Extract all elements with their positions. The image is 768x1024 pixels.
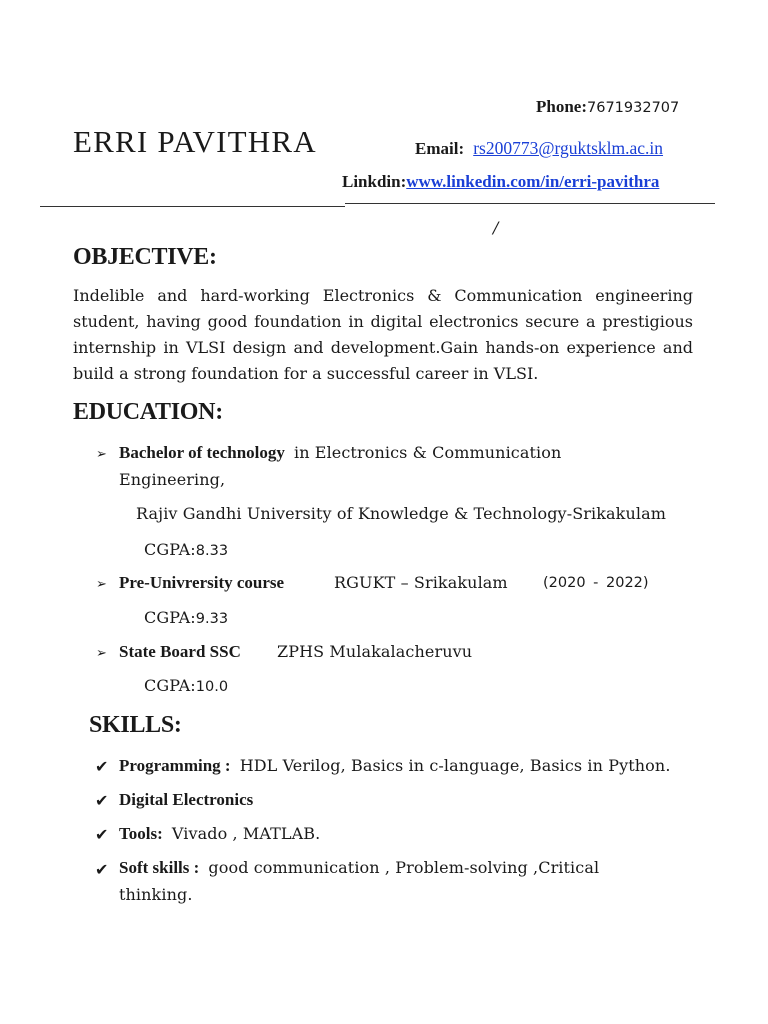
linkedin-link[interactable]: www.linkedin.com/in/erri-pavithra <box>406 172 660 191</box>
objective-line: build a strong foundation for a successful career in VLSI. <box>73 364 539 383</box>
education-item-btech <box>119 443 561 463</box>
header-divider-right <box>345 203 715 204</box>
arrow-bullet-icon: ➢ <box>96 577 107 592</box>
degree-years: (2020 - 2022) <box>543 575 649 591</box>
degree-detail: RGUKT – Srikakulam <box>334 573 508 592</box>
education-heading: EDUCATION: <box>73 399 223 425</box>
objective-line: student, having good foundation in digital electronics secure a prestigious <box>73 312 693 331</box>
objective-heading: OBJECTIVE: <box>73 244 217 270</box>
skill-item-programming <box>119 756 671 776</box>
phone-value: 7671932707 <box>587 100 680 116</box>
email-link[interactable]: rs200773@rguktsklm.ac.in <box>473 138 664 158</box>
education-item-ssc <box>119 642 241 662</box>
skill-value: HDL Verilog, Basics in c-language, Basics in Python. <box>239 756 671 775</box>
institution-name: Rajiv Gandhi University of Knowledge & Technology-Srikakulam <box>136 504 666 523</box>
cgpa-value: 8.33 <box>195 543 229 559</box>
header-divider-left <box>40 206 345 207</box>
education-item-puc <box>119 573 284 593</box>
skills-heading: SKILLS: <box>89 712 182 738</box>
objective-paragraph <box>73 283 693 387</box>
cgpa-line <box>144 676 228 695</box>
cgpa-line <box>144 608 228 627</box>
cgpa-value: 10.0 <box>195 679 229 695</box>
degree-title: State Board SSC <box>119 642 241 661</box>
objective-line: internship in VLSI design and development.Gain hands-on experience and <box>73 338 693 357</box>
skill-value-cont: thinking. <box>119 885 193 904</box>
arrow-bullet-icon: ➢ <box>96 447 107 462</box>
email-line <box>415 138 663 159</box>
degree-detail-cont: Engineering, <box>119 470 226 489</box>
skill-item-soft <box>119 858 599 878</box>
skill-item-tools <box>119 824 320 844</box>
cgpa-value: 9.33 <box>195 611 229 627</box>
cgpa-label: CGPA: <box>144 608 196 627</box>
skill-label: Soft skills : <box>119 858 200 877</box>
checkmark-icon: ✔ <box>95 791 109 810</box>
cgpa-label: CGPA: <box>144 540 196 559</box>
skill-value: good communication , Problem-solving ,Critical <box>208 858 600 877</box>
skill-label: Programming : <box>119 756 231 775</box>
degree-detail: in Electronics & Communication <box>294 443 562 462</box>
cgpa-label: CGPA: <box>144 676 196 695</box>
email-label: Email: <box>415 139 465 158</box>
arrow-bullet-icon: ➢ <box>96 646 107 661</box>
checkmark-icon: ✔ <box>95 860 109 879</box>
checkmark-icon: ✔ <box>95 757 109 776</box>
phone-line <box>536 97 679 117</box>
candidate-name: ERRI PAVITHRA <box>73 124 317 159</box>
checkmark-icon: ✔ <box>95 825 109 844</box>
linkedin-line <box>342 172 659 192</box>
skill-label: Tools: <box>119 824 163 843</box>
objective-line: Indelible and hard-working Electronics & Communication engineering <box>73 286 693 305</box>
linkedin-label: Linkdin: <box>342 172 407 191</box>
skill-item-digital <box>119 790 253 810</box>
skill-label: Digital Electronics <box>119 790 254 809</box>
skill-value: Vivado , MATLAB. <box>171 824 321 843</box>
degree-title: Bachelor of technology <box>119 443 285 462</box>
phone-label: Phone: <box>536 97 587 116</box>
degree-title: Pre-Univrersity course <box>119 573 285 592</box>
cgpa-line <box>144 540 228 559</box>
degree-detail: ZPHS Mulakalacheruvu <box>277 642 473 661</box>
stray-mark: / <box>493 218 499 237</box>
